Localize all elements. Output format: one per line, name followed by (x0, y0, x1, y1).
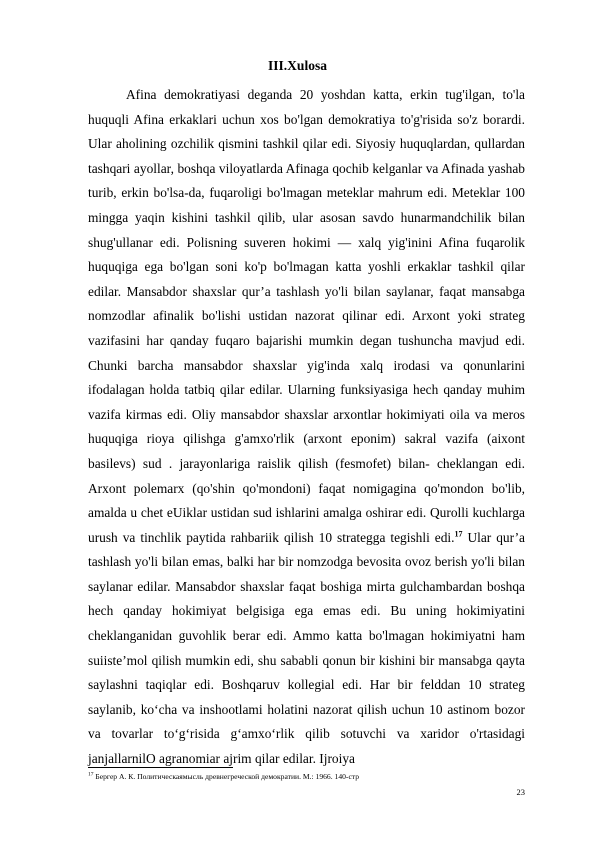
body-paragraph (88, 83, 525, 772)
paragraph-text-part-1: Afina demokratiyasi deganda 20 yoshdan katta, erkin tug'ilgan, to'la huquqli Afina erkaklari uchun xos bo'lgan demokratiya to'g'risida so'z borardi. Ular aholining ozchilik qismini tashkil qilar edi. Siyosiy huquqlardan, qullardan tashqari ayollar, boshqa viloyatlarda Afinaga qochib kelganlar va Afinada yashab turib, erkin bo'lsa-da, fuqaroligi bo'lmagan meteklar mahrum edi. Meteklar 100 mingga yaqin kishini tashkil qilib, ular asosan savdo hunarmandchilik bilan shug'ullanar edi. Polisning suveren hokimi — xalq yig'inini Afina fuqarolik huquqiga ega bo'lgan soni ko'p bo'lmagan katta yoshli erkaklar tashkil qilar edilar. Mansabdor shaxslar qur’a tashlash yo'li bilan saylanar, faqat mansabga nomzodlar afinalik bo'lishi ustidan nazorat qilinar edi. Arxont yoki strateg vazifasini har qanday fuqaro bajarishi mumkin degan tushuncha mavjud edi. Chunki barcha mansabdor shaxslar yig'inda xalq irodasi va qonunlarini ifodalagan holda tatbiq qilar edilar. Ularning funksiyasiga hech qanday muhim vazifa kirmas edi. Oliy mansabdor shaxslar arxontlar hokimiyati oila va meros huquqiga rioya qilishga g'amxo'rlik (arxont eponim) sakral vazifa (aixont basilevs) sud . jarayonlariga raislik qilish (fesmofet) bilan- cheklangan edi. Arxont polemarx (qo'shin qo'mondoni) faqat nomigagina qo'mondon bo'lib, amalda u chet eUiklar ustidan sud ishlarini amalga oshirar edi. Qurolli kuchlarga urush va tinchlik paytida rahbariik qilish 10 strategga tegishli edi. (88, 87, 525, 545)
paragraph-text-part-2: Ular qur’a tashlash yo'li bilan emas, balki har bir nomzodga bevosita ovoz berish yo'li bilan saylanar edilar. Mansabdor shaxslar faqat boshiga mirta gulchambardan boshqa hech qanday hokimiyat belgisiga ega emas edi. Bu uning hokimiyatini cheklanganidan guvohlik berar edi. Ammo katta bo'lmagan hokimiyatni ham suiiste’mol qilish mumkin edi, shu sababli qonun bir kishini bir mansabga qayta saylashni taqiqlar edi. Boshqaruv kollegial edi. Har bir felddan 10 strateg saylanib, ko‘cha va inshootlami holatini nazorat qilish uchun 10 astinom bozor va tovarlar to‘g‘risida g‘amxo‘rlik qilib sotuvchi va xaridor o'rtasidagi janjallarnilO agranomiar ajrim qilar edilar. Ijroiya (88, 529, 525, 767)
section-heading: III.Xulosa (268, 58, 327, 73)
page-number: 23 (516, 787, 525, 797)
footnote (88, 772, 525, 782)
footnote-divider (88, 767, 233, 768)
footnote-number: 17 (88, 771, 94, 778)
footnote-reference[interactable]: 17 (454, 529, 463, 539)
footnote-text: Бергер А. К. Политическаямысль древнегреческой демократии. М.: 1966. 140-стр (93, 772, 360, 781)
